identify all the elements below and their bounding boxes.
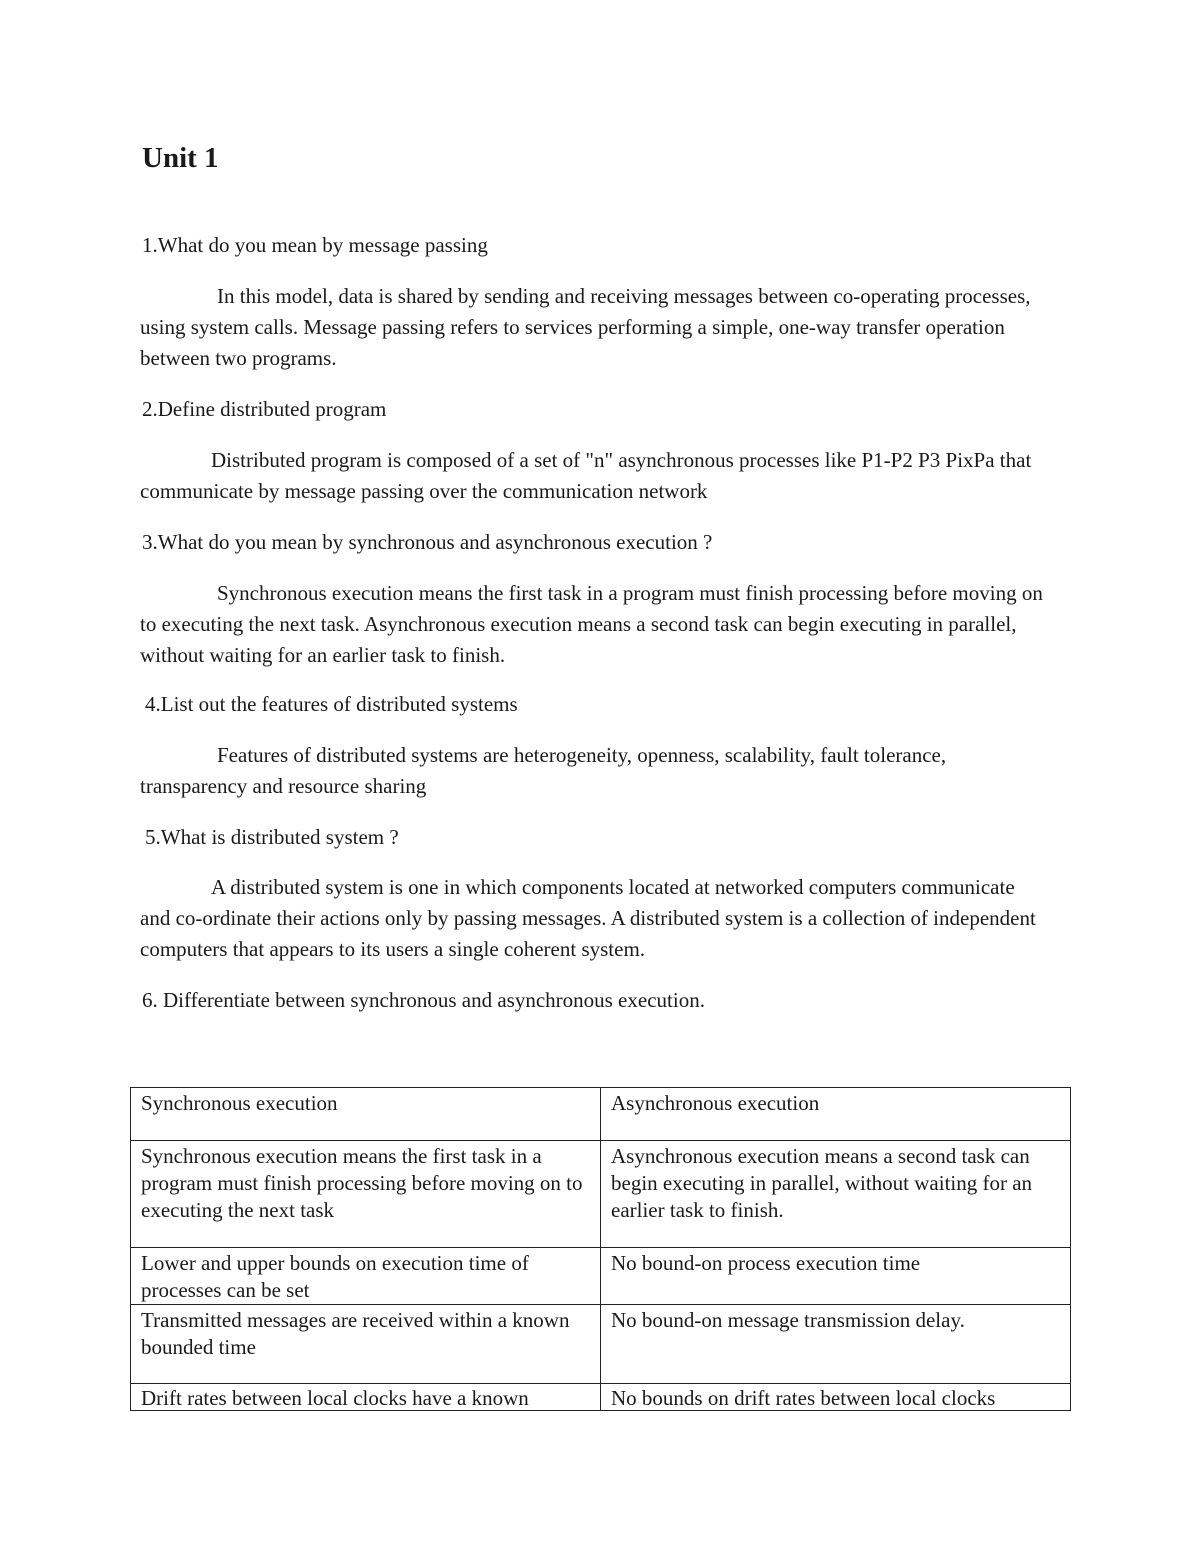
question-4: 4.List out the features of distributed systems bbox=[145, 692, 518, 716]
table-cell: Transmitted messages are received within a known bounded time bbox=[131, 1305, 601, 1384]
table-cell: Synchronous execution means the first task in a program must finish processing before moving on to executing the next task bbox=[131, 1141, 601, 1248]
table-row bbox=[131, 1305, 1071, 1384]
answer-3: Synchronous execution means the first task in a program must finish processing before moving on to executing the next task. Asynchronous execution means a second task can begin executing in parallel, without waiting for an earlier task to finish. bbox=[140, 581, 1043, 667]
answer-5: A distributed system is one in which components located at networked computers communicate and co-ordinate their actions only by passing messages. A distributed system is a collection of independent computers that appears to its users a single coherent system. bbox=[140, 875, 1036, 961]
table-header-cell: Asynchronous execution bbox=[601, 1088, 1071, 1141]
comparison-table bbox=[130, 1087, 1071, 1411]
question-6: 6. Differentiate between synchronous and asynchronous execution. bbox=[142, 988, 705, 1012]
table-header-row bbox=[131, 1088, 1071, 1141]
table-cell: No bound-on process execution time bbox=[601, 1248, 1071, 1305]
answer-2: Distributed program is composed of a set of "n" asynchronous processes like P1-P2 P3 PixPa that communicate by message passing over the communication network bbox=[140, 448, 1032, 503]
question-1: 1.What do you mean by message passing bbox=[142, 233, 488, 257]
answer-1: In this model, data is shared by sending and receiving messages between co-operating processes, using system calls. Message passing refers to services performing a simple, one-way transfer operation between two programs. bbox=[140, 284, 1031, 370]
table-cell: Asynchronous execution means a second task can begin executing in parallel, without waiting for an earlier task to finish. bbox=[601, 1141, 1071, 1248]
question-2: 2.Define distributed program bbox=[142, 397, 387, 421]
page-title: Unit 1 bbox=[142, 142, 219, 174]
question-3: 3.What do you mean by synchronous and asynchronous execution ? bbox=[142, 530, 713, 554]
question-5: 5.What is distributed system ? bbox=[145, 825, 399, 849]
table-row bbox=[131, 1384, 1071, 1411]
table-row bbox=[131, 1248, 1071, 1305]
table-cell: No bound-on message transmission delay. bbox=[601, 1305, 1071, 1384]
answer-4: Features of distributed systems are heterogeneity, openness, scalability, fault tolerance, transparency and resource sharing bbox=[140, 743, 947, 798]
table-cell: Drift rates between local clocks have a known bbox=[131, 1384, 601, 1411]
table-cell: Lower and upper bounds on execution time of processes can be set bbox=[131, 1248, 601, 1305]
table-row bbox=[131, 1141, 1071, 1248]
table-header-cell: Synchronous execution bbox=[131, 1088, 601, 1141]
table-cell: No bounds on drift rates between local clocks bbox=[601, 1384, 1071, 1411]
